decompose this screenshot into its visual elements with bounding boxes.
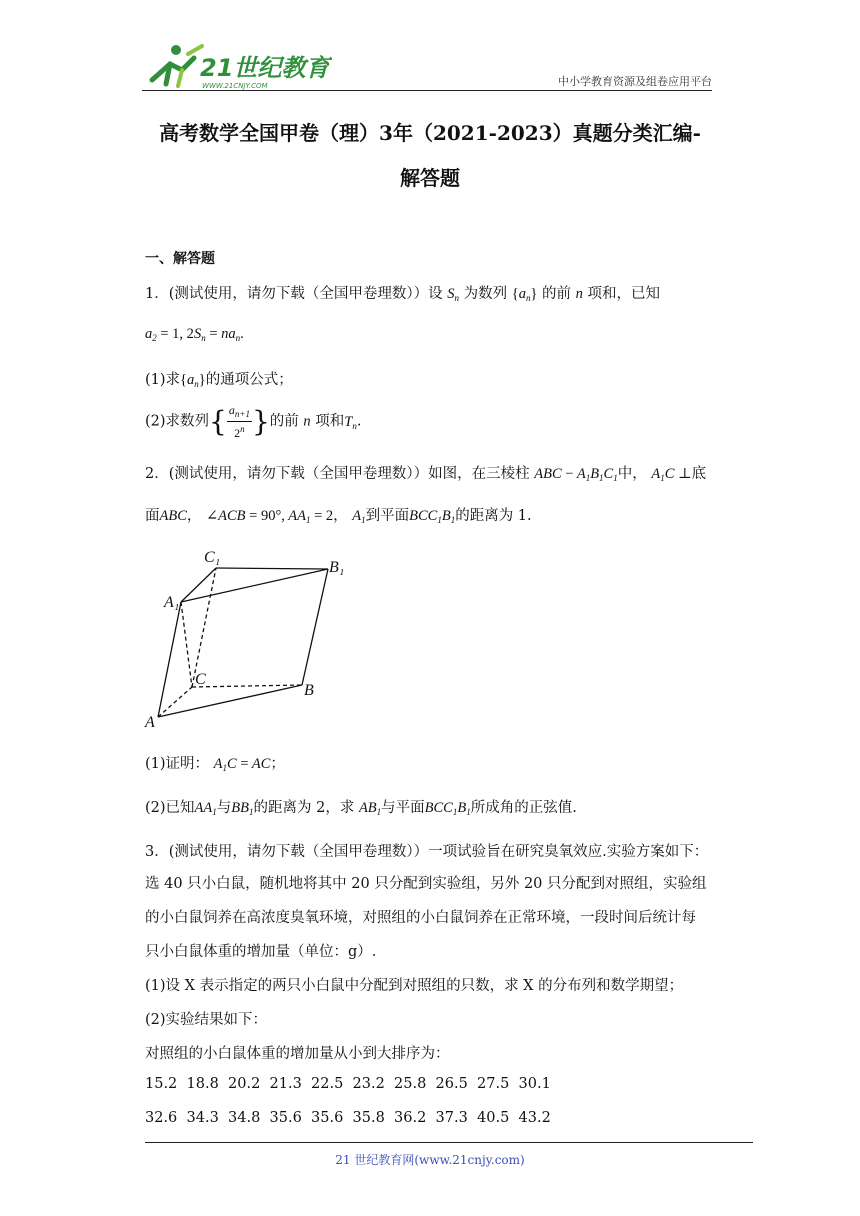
q1-condition: $a_2 = 1$, $2S_n = na_n$. bbox=[145, 326, 244, 343]
page-title-line1: 高考数学全国甲卷（理）3年（2021-2023）真题分类汇编- bbox=[159, 121, 701, 145]
q3-part1: (1)设 X 表示指定的两只小白鼠中分配到对照组的只数，求 X 的分布列和数学期望； bbox=[145, 978, 684, 994]
label-a1: A₁ bbox=[164, 594, 180, 611]
prism-figure bbox=[140, 545, 360, 735]
q2-line1: 2．(测试使用，请勿下载（全国甲卷理数））如图，在三棱柱 ABC − $A_1B_1C_1$中， $A_1C$ ⊥底 bbox=[145, 466, 707, 483]
q3-line2: 选 40 只小白鼠，随机地将其中 20 只分配到实验组，另外 20 只分配到对照组，实验组 bbox=[145, 876, 707, 892]
section-heading: 一、解答题 bbox=[145, 251, 215, 267]
platform-name: 中小学教育资源及组卷应用平台 bbox=[558, 75, 712, 88]
q2-part1: (1)证明： $A_1C$ = AC； bbox=[145, 756, 285, 773]
q3-data-row1: 15.2 18.8 20.2 21.3 22.5 23.2 25.8 26.5 27.5 30.1 bbox=[145, 1076, 551, 1092]
q3-line1: 3．(测试使用，请勿下载（全国甲卷理数））一项试验旨在研究臭氧效应.实验方案如下： bbox=[145, 844, 709, 860]
q1-part1: (1)求$\{a_n\}$的通项公式； bbox=[145, 372, 293, 389]
label-b: B bbox=[304, 682, 314, 699]
site-logo bbox=[142, 40, 332, 92]
logo-runner-icon bbox=[142, 40, 332, 92]
label-c: C bbox=[195, 671, 206, 688]
header-divider bbox=[142, 90, 712, 91]
q3-line7: 对照组的小白鼠体重的增加量从小到大排序为： bbox=[145, 1046, 450, 1062]
page-title-line2: 解答题 bbox=[400, 166, 460, 190]
footer-link[interactable]: 21 世纪教育网(www.21cnjy.com) bbox=[335, 1153, 525, 1167]
q2-line2: 面ABC， ∠ACB = 90°, $AA_1 = 2$， $A_1$到平面$BCC_1B_1$的距离为 1. bbox=[145, 508, 532, 525]
label-c1: C₁ bbox=[204, 549, 221, 566]
q1-part2: (2)求数列{ $\frac{a_{n+1}}{2^n}$ }的前 n 项和$T_n$. bbox=[145, 403, 362, 440]
footer-divider bbox=[145, 1142, 753, 1143]
q3-data-row2: 32.6 34.3 34.8 35.6 35.6 35.8 36.2 37.3 40.5 43.2 bbox=[145, 1110, 551, 1126]
q1-intro: 1．(测试使用，请勿下载（全国甲卷理数））设 $S_n$ 为数列 $\{a_n\}$ 的前 n 项和，已知 bbox=[145, 286, 660, 303]
page-header bbox=[142, 40, 712, 92]
q2-part2: (2)已知$AA_1$与$BB_1$的距离为 2，求 $AB_1$与平面$BCC_1B_1$所成角的正弦值. bbox=[145, 800, 577, 817]
q3-part2: (2)实验结果如下： bbox=[145, 1012, 268, 1028]
q3-line4: 只小白鼠体重的增加量（单位：g）. bbox=[145, 944, 377, 960]
label-a: A bbox=[145, 714, 155, 731]
q3-line3: 的小白鼠饲养在高浓度臭氧环境，对照组的小白鼠饲养在正常环境，一段时间后统计每 bbox=[145, 910, 696, 926]
logo-text: 21世纪教育 bbox=[200, 54, 330, 82]
label-b1: B₁ bbox=[329, 559, 345, 576]
logo-url: WWW.21CNJY.COM bbox=[202, 82, 268, 90]
